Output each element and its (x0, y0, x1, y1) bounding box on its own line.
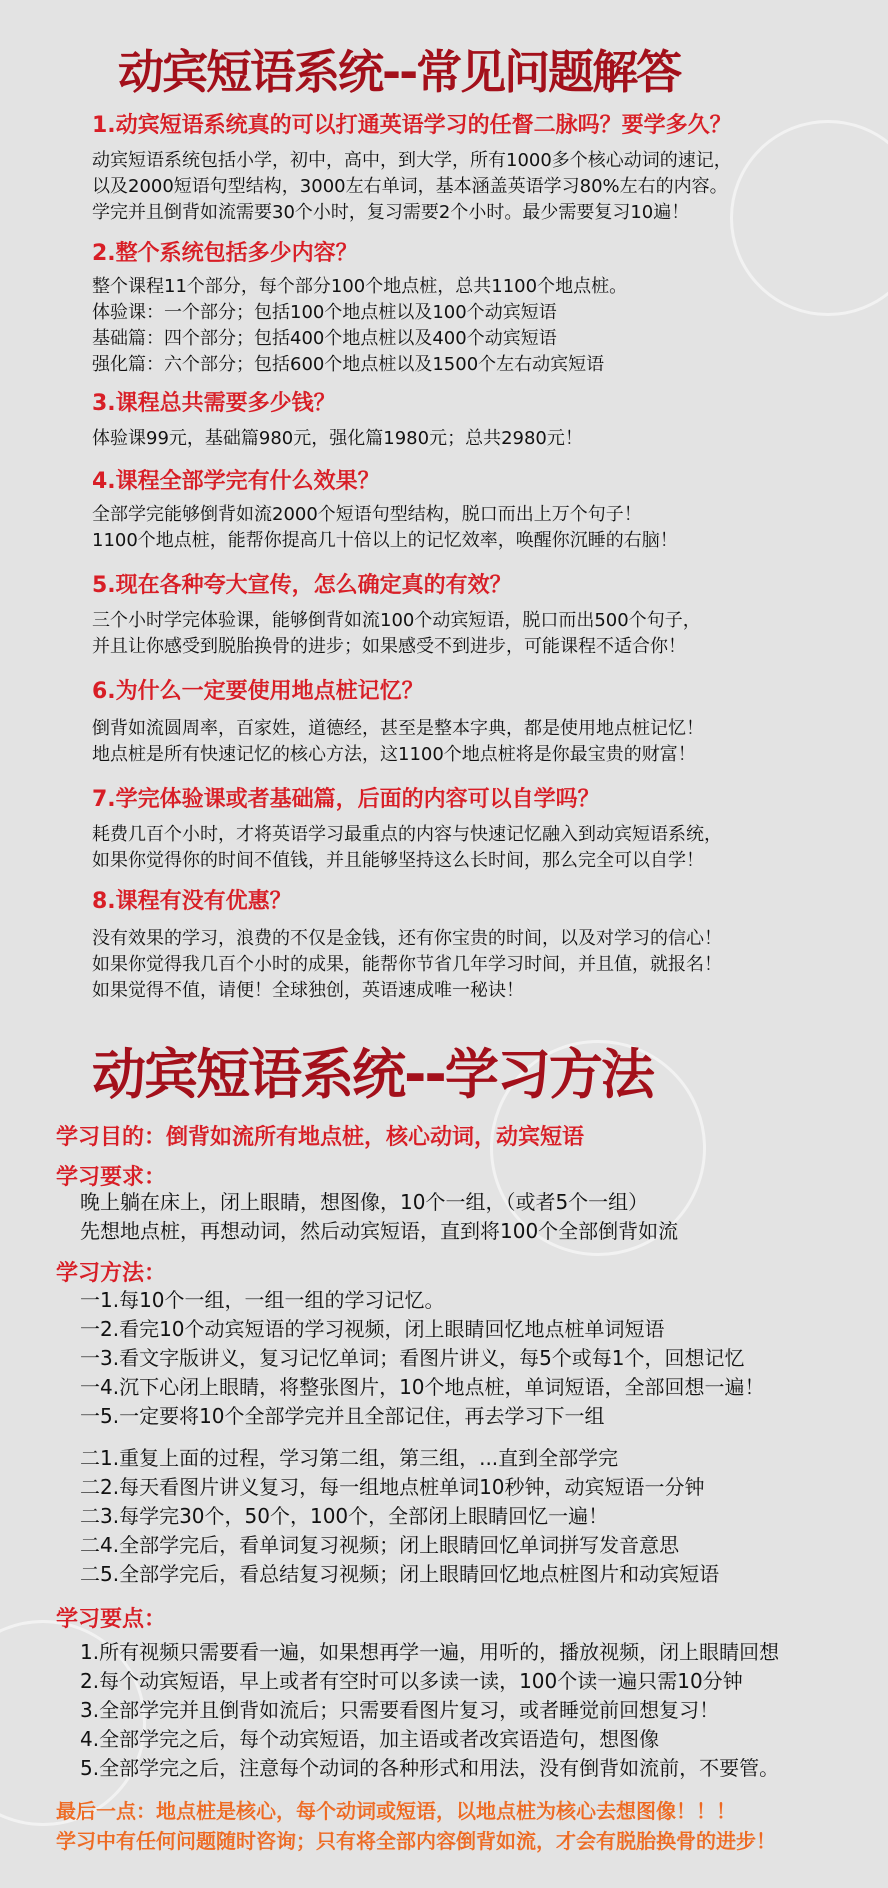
answer-line: 并且让你感受到脱胎换骨的进步；如果感受不到进步，可能课程不适合你！ (92, 636, 686, 657)
point-line: 4.全部学完之后，每个动宾短语，加主语或者改宾语造句，想图像 (80, 1727, 660, 1751)
answer-line: 地点桩是所有快速记忆的核心方法，这1100个地点桩将是你最宝贵的财富！ (92, 744, 696, 765)
answer-line: 如果你觉得我几百个小时的成果，能帮你节省几年学习时间，并且值，就报名！ (92, 954, 722, 975)
final-note: 学习中有任何问题随时咨询；只有将全部内容倒背如流，才会有脱胎换骨的进步！ (56, 1829, 776, 1853)
answer-line: 倒背如流圆周率，百家姓，道德经，甚至是整本字典，都是使用地点桩记忆！ (92, 718, 704, 739)
faq-question-8: 8.课程有没有优惠？ (92, 889, 292, 914)
answer-line: 整个课程11个部分，每个部分100个地点桩，总共1100个地点桩。 (92, 276, 628, 297)
method-step: 二5.全部学完后，看总结复习视频；闭上眼睛回忆地点桩图片和动宾短语 (80, 1562, 720, 1586)
method-step: 二4.全部学完后，看单词复习视频；闭上眼睛回忆单词拼写发音意思 (80, 1533, 680, 1557)
faq-question-3: 3.课程总共需要多少钱？ (92, 391, 336, 416)
answer-line: 如果你觉得你的时间不值钱，并且能够坚持这么长时间，那么完全可以自学！ (92, 850, 704, 871)
answer-line: 体验课99元，基础篇980元，强化篇1980元；总共2980元！ (92, 428, 583, 449)
answer-line: 三个小时学完体验课，能够倒背如流100个动宾短语，脱口而出500个句子， (92, 610, 701, 631)
answer-line: 全部学完能够倒背如流2000个短语句型结构，脱口而出上万个句子！ (92, 504, 642, 525)
faq-answer-2 (92, 274, 872, 378)
faq-answer-7 (92, 822, 872, 874)
faq-question-2: 2.整个系统包括多少内容？ (92, 241, 358, 266)
answer-line: 以及2000短语句型结构，3000左右单词，基本涵盖英语学习80%左右的内容。 (92, 176, 728, 197)
answer-line: 学完并且倒背如流需要30个小时，复习需要2个小时。最少需要复习10遍！ (92, 202, 690, 223)
method-group-2 (80, 1444, 888, 1589)
faq-title: 动宾短语系统--常见问题解答 (118, 45, 681, 99)
answer-line: 如果觉得不值，请便！全球独创，英语速成唯一秘诀！ (92, 980, 524, 1001)
faq-question-5: 5.现在各种夸大宣传，怎么确定真的有效？ (92, 573, 512, 598)
faq-question-6: 6.为什么一定要使用地点桩记忆？ (92, 679, 424, 704)
requirement-line: 先想地点桩，再想动词，然后动宾短语，直到将100个全部倒背如流 (80, 1219, 679, 1243)
final-notes (56, 1796, 876, 1856)
point-line: 3.全部学完并且倒背如流后；只需要看图片复习，或者睡觉前回想复习！ (80, 1698, 720, 1722)
answer-line: 没有效果的学习，浪费的不仅是金钱，还有你宝贵的时间，以及对学习的信心！ (92, 928, 722, 949)
method-step: 二1.重复上面的过程，学习第二组，第三组，...直到全部学完 (80, 1446, 619, 1470)
answer-line: 体验课：一个部分；包括100个地点桩以及100个动宾短语 (92, 302, 557, 323)
study-points (80, 1638, 888, 1783)
method-step: 一5.一定要将10个全部学完并且全部记住，再去学习下一组 (80, 1404, 605, 1428)
point-line: 1.所有视频只需要看一遍，如果想再学一遍，用听的，播放视频，闭上眼睛回想 (80, 1640, 780, 1664)
method-title: 动宾短语系统--学习方法 (92, 1043, 653, 1106)
method-step: 一4.沉下心闭上眼睛，将整张图片，10个地点桩，单词短语，全部回想一遍！ (80, 1375, 765, 1399)
faq-answer-6 (92, 716, 872, 768)
point-line: 5.全部学完之后，注意每个动词的各种形式和用法，没有倒背如流前，不要管。 (80, 1756, 780, 1780)
faq-answer-3 (92, 426, 872, 452)
final-note: 最后一点：地点桩是核心，每个动词或短语，以地点桩为核心去想图像！！！ (56, 1799, 736, 1823)
study-points-label: 学习要点： (56, 1607, 167, 1632)
method-step: 一2.看完10个动宾短语的学习视频，闭上眼睛回忆地点桩单词短语 (80, 1317, 665, 1341)
faq-question-4: 4.课程全部学完有什么效果？ (92, 469, 380, 494)
study-method-label: 学习方法： (56, 1261, 167, 1286)
method-step: 一3.看文字版讲义，复习记忆单词；看图片讲义，每5个或每1个，回想记忆 (80, 1346, 745, 1370)
requirement-line: 晚上躺在床上，闭上眼睛，想图像，10个一组，（或者5个一组） (80, 1190, 649, 1214)
faq-answer-8 (92, 926, 872, 1004)
study-goal: 学习目的：倒背如流所有地点桩，核心动词，动宾短语 (56, 1125, 585, 1150)
method-group-1 (80, 1286, 888, 1431)
faq-question-1: 1.动宾短语系统真的可以打通英语学习的任督二脉吗？要学多久？ (92, 113, 732, 138)
point-line: 2.每个动宾短语，早上或者有空时可以多读一读，100个读一遍只需10分钟 (80, 1669, 743, 1693)
method-step: 二2.每天看图片讲义复习，每一组地点桩单词10秒钟，动宾短语一分钟 (80, 1475, 705, 1499)
faq-answer-4 (92, 502, 872, 554)
study-requirement (80, 1188, 888, 1246)
method-step: 一1.每10个一组，一组一组的学习记忆。 (80, 1288, 445, 1312)
faq-question-7: 7.学完体验课或者基础篇，后面的内容可以自学吗？ (92, 787, 600, 812)
answer-line: 1100个地点桩，能帮你提高几十倍以上的记忆效率，唤醒你沉睡的右脑！ (92, 530, 678, 551)
answer-line: 基础篇：四个部分；包括400个地点桩以及400个动宾短语 (92, 328, 557, 349)
answer-line: 强化篇：六个部分；包括600个地点桩以及1500个左右动宾短语 (92, 354, 605, 375)
answer-line: 动宾短语系统包括小学，初中，高中，到大学，所有1000多个核心动词的速记， (92, 150, 732, 171)
answer-line: 耗费几百个小时，才将英语学习最重点的内容与快速记忆融入到动宾短语系统， (92, 824, 722, 845)
study-requirement-label: 学习要求： (56, 1165, 167, 1190)
faq-answer-1 (92, 148, 872, 226)
method-step: 二3.每学完30个，50个，100个，全部闭上眼睛回忆一遍！ (80, 1504, 609, 1528)
faq-answer-5 (92, 608, 872, 660)
